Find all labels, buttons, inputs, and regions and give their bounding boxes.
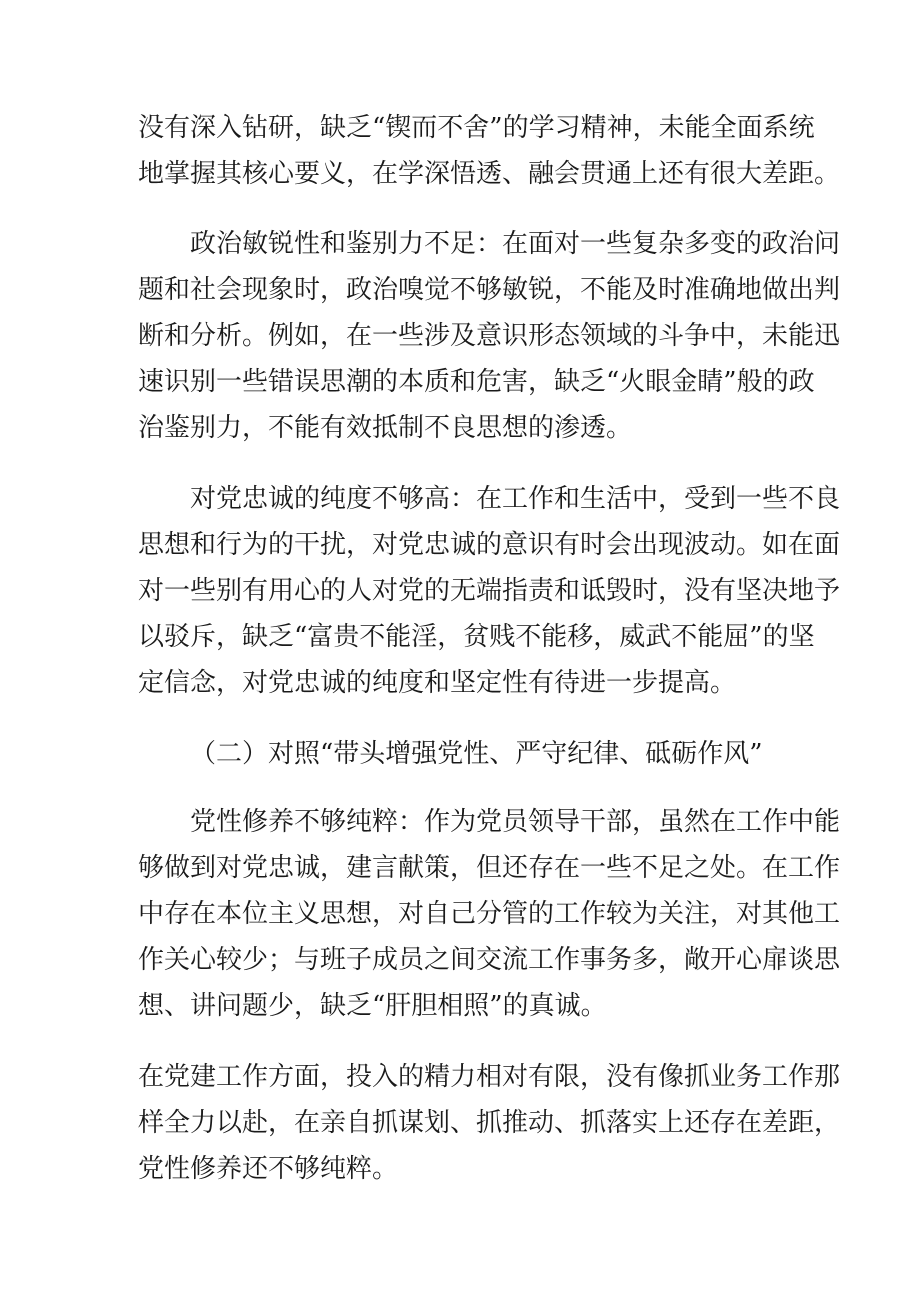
- text-line: 样全力以赴，在亲自抓谋划、抓推动、抓落实上还存在差距，: [138, 1108, 841, 1138]
- text-line: 地掌握其核心要义，在学深悟透、融会贯通上还有很大差距。: [138, 159, 841, 189]
- paragraph-political-sensitivity: [138, 221, 841, 451]
- text-line: 党性修养还不够纯粹。: [138, 1154, 399, 1184]
- paragraph-party-spirit: [138, 799, 841, 1029]
- text-line: 定信念，对党忠诚的纯度和坚定性有待进一步提高。: [138, 668, 737, 698]
- paragraph-study-depth: [138, 105, 841, 197]
- text-line: 想、讲问题少，缺乏“肝胆相照”的真诚。: [138, 991, 607, 1021]
- text-line: 对党忠诚的纯度不够高：在工作和生活中，受到一些不良: [190, 484, 841, 514]
- text-line: 在党建工作方面，投入的精力相对有限，没有像抓业务工作那: [138, 1062, 841, 1092]
- text-line: 思想和行为的干扰，对党忠诚的意识有时会出现波动。如在面: [138, 530, 841, 560]
- text-line: 中存在本位主义思想，对自己分管的工作较为关注，对其他工: [138, 899, 841, 929]
- text-line: 党性修养不够纯粹：作为党员领导干部，虽然在工作中能: [190, 807, 841, 837]
- paragraph-party-loyalty: [138, 476, 841, 706]
- text-line: 断和分析。例如，在一些涉及意识形态领域的斗争中，未能迅: [138, 321, 841, 351]
- text-line: 政治敏锐性和鉴别力不足：在面对一些复杂多变的政治问: [190, 229, 841, 259]
- text-line: 以驳斥，缺乏“富贵不能淫，贫贱不能移，威武不能屈”的坚: [138, 622, 815, 652]
- text-line: （二）对照“带头增强党性、严守纪律、砥砺作风”: [190, 739, 763, 769]
- text-line: 速识别一些错误思潮的本质和危害，缺乏“火眼金睛”般的政: [138, 367, 815, 397]
- text-line: 够做到对党忠诚，建言献策，但还存在一些不足之处。在工作: [138, 853, 841, 883]
- text-line: 治鉴别力，不能有效抵制不良思想的渗透。: [138, 413, 633, 443]
- text-line: 没有深入钻研，缺乏“锲而不舍”的学习精神，未能全面系统: [138, 113, 815, 143]
- text-line: 题和社会现象时，政治嗅觉不够敏锐，不能及时准确地做出判: [138, 275, 841, 305]
- text-line: 对一些别有用心的人对党的无端指责和诋毁时，没有坚决地予: [138, 576, 841, 606]
- section-heading-2: [138, 731, 790, 777]
- text-line: 作关心较少；与班子成员之间交流工作事务多，敞开心扉谈思: [138, 945, 841, 975]
- paragraph-party-building: [138, 1054, 841, 1192]
